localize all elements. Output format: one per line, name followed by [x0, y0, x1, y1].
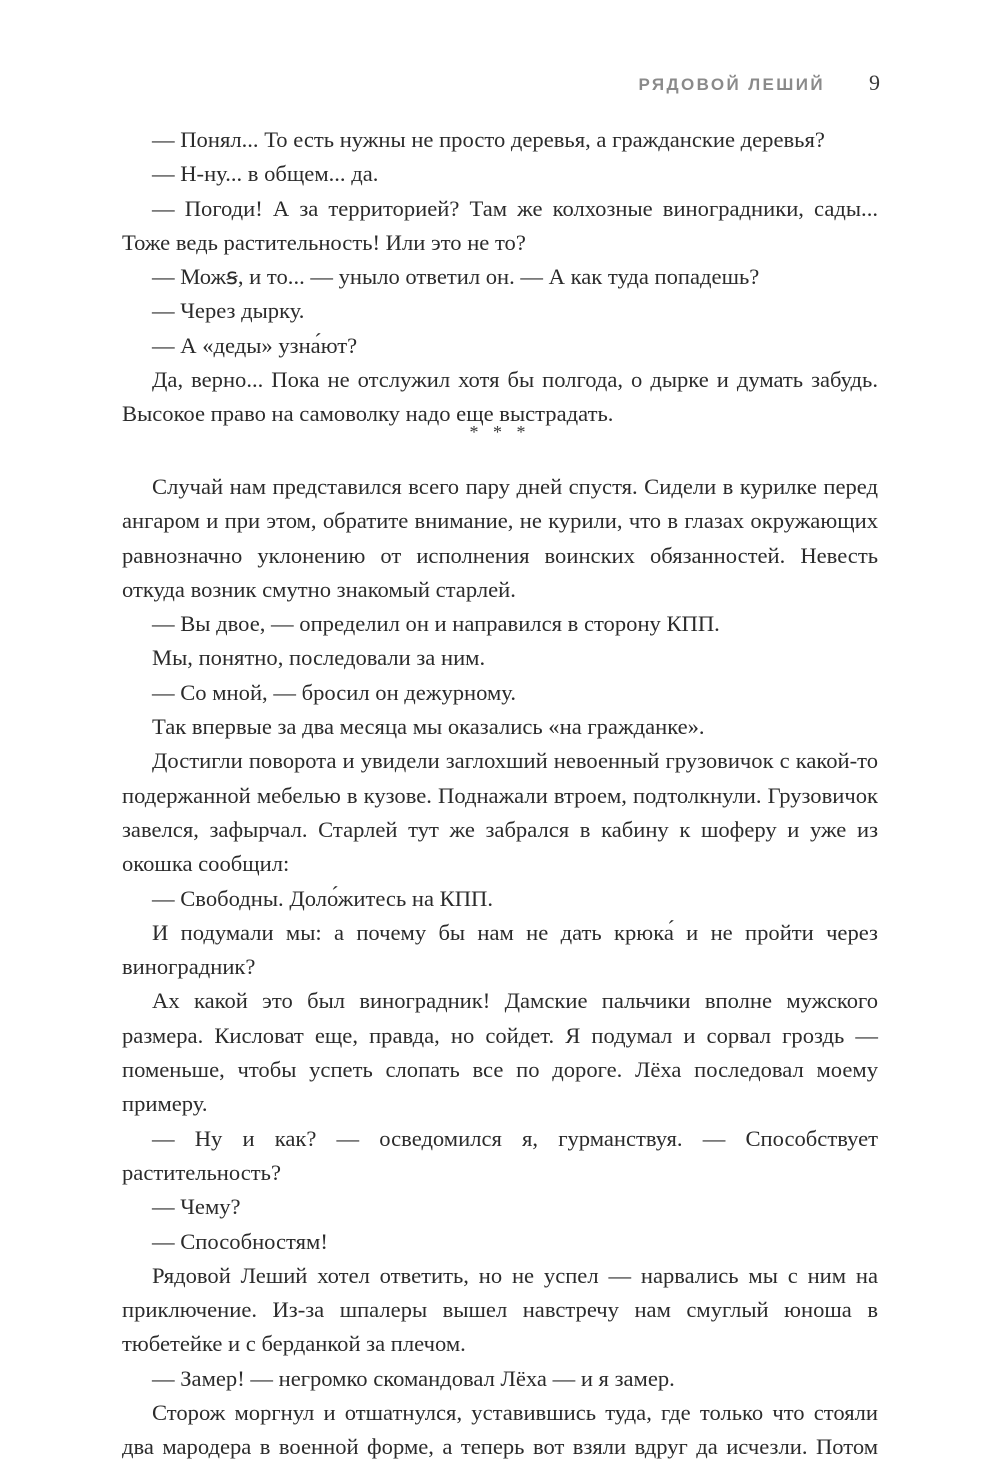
page-number: 9 — [869, 70, 880, 95]
text-block-bottom — [122, 470, 878, 1465]
paragraph: Ах какой это был виноградник! Дамские пальчики вполне мужского размера. Кисловат еще, правда, но сойдет. Я подумал и сорвал гроздь — поменьше, чтобы успеть слопать все по дороге. Лёха последовал моему примеру. — [122, 988, 878, 1117]
paragraph: — Погоди! А за территорией? Там же колхозные виноградники, сады... Тоже ведь растительность! Или это не то? — [122, 195, 878, 255]
paragraph: Так впервые за два месяца мы оказались «на гражданке». — [152, 714, 705, 740]
paragraph: Да, верно... Пока не отслужил хотя бы полгода, о дырке и думать забудь. Высокое право на самоволку надо еще выстрадать. — [122, 367, 878, 427]
paragraph: — Вы двое, — определил он и направился в сторону КПП. — [152, 611, 720, 637]
paragraph: — Чему? — [152, 1194, 241, 1220]
running-title: РЯДОВОЙ ЛЕШИЙ — [638, 75, 825, 94]
paragraph: — Через дырку. — [152, 298, 305, 324]
text-block-top — [122, 123, 878, 432]
paragraph: И подумали мы: а почему бы нам не дать крюка́ и не пройти через виноградник? — [122, 919, 878, 980]
paragraph: — Понял... То есть нужны не просто деревья, а гражданские деревья? — [152, 127, 825, 152]
running-head — [639, 70, 880, 96]
paragraph: — А «деды» узна́ют? — [152, 332, 358, 358]
paragraph: — Ну и как? — осведомился я, гурманствуя. — Способствует растительность? — [122, 1125, 878, 1185]
paragraph: — Свободны. Доло́житесь на КПП. — [152, 885, 494, 911]
paragraph: Рядовой Леший хотел ответить, но не успел — нарвались мы с ним на приключение. Из-за шпалеры вышел навстречу нам смуглый юноша в тюбетейке и с берданкой за плечом. — [122, 1262, 878, 1357]
paragraph: Мы, понятно, последовали за ним. — [152, 645, 486, 671]
paragraph: — Можꞩ, и то... — уныло ответил он. — А как туда попадешь? — [152, 264, 760, 290]
paragraph: — Н-ну... в общем... да. — [152, 161, 379, 187]
paragraph: Достигли поворота и увидели заглохший невоенный грузовичок с какой-то подержанной мебелью в кузове. Поднажали втроем, подтолкнули. Грузовичок завелся, зафырчал. Старлей тут же забрался в кабину к шоферу и уже из окошка сообщил: — [122, 748, 878, 877]
paragraph: Случай нам представился всего пару дней спустя. Сидели в курилке перед ангаром и при этом, обратите внимание, не курили, что в глазах окружающих равнозначно уклонению от исполнения воинских обязанностей. Невесть откуда возник смутно знакомый старлей. — [122, 474, 878, 602]
section-break: * * * — [469, 422, 531, 442]
paragraph: — Со мной, — бросил он дежурному. — [152, 679, 516, 705]
paragraph: — Способностям! — [152, 1228, 328, 1254]
paragraph: Сторож моргнул и отшатнулся, уставившись туда, где только что стояли два мародера в военной форме, а теперь вот взяли вдруг да исчезли. Потом — [122, 1400, 878, 1460]
paragraph: — Замер! — негромко скомандовал Лёха — и я замер. — [152, 1365, 675, 1391]
